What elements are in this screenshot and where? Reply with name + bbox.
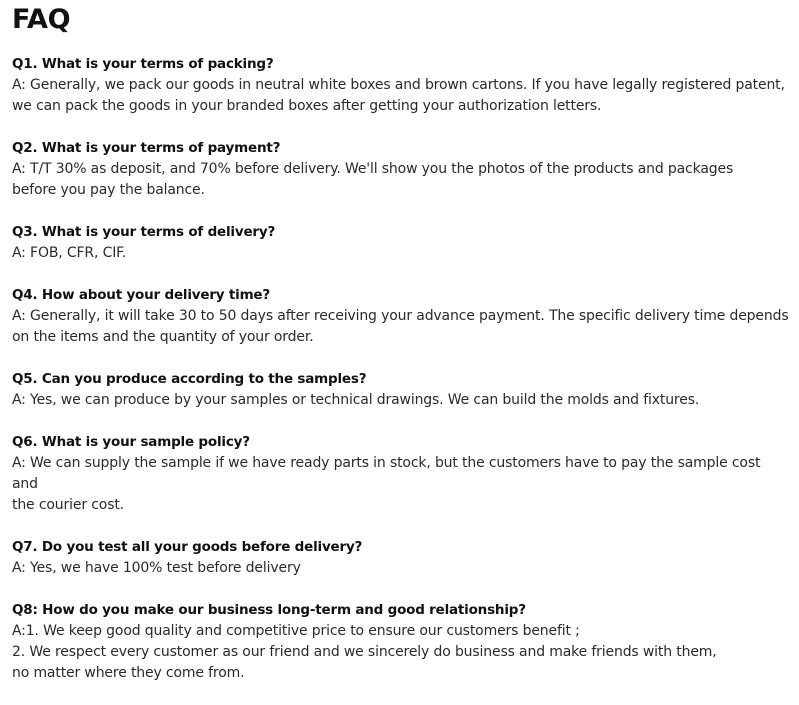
- faq-question: Q3. What is your terms of delivery?: [12, 224, 276, 240]
- faq-item-q2: [12, 138, 782, 201]
- faq-item-q3: [12, 222, 782, 264]
- faq-answer-line: no matter where they come from.: [12, 665, 245, 681]
- page-title: FAQ: [12, 4, 71, 35]
- faq-answer-line: 2. We respect every customer as our friend and we sincerely do business and make friends with them,: [12, 644, 717, 660]
- faq-question: Q2. What is your terms of payment?: [12, 140, 281, 156]
- faq-answer-line: A: FOB, CFR, CIF.: [12, 245, 127, 261]
- faq-answer-line: A: We can supply the sample if we have ready parts in stock, but the customers have to pay the sample cost: [12, 455, 761, 471]
- faq-answer-line: A: Yes, we can produce by your samples or technical drawings. We can build the molds and fixtures.: [12, 392, 700, 408]
- faq-answer-line: before you pay the balance.: [12, 182, 205, 198]
- faq-answer-line: A: T/T 30% as deposit, and 70% before delivery. We'll show you the photos of the products and packages: [12, 161, 734, 177]
- faq-answer-line: A: Generally, it will take 30 to 50 days after receiving your advance payment. The specific delivery time depends: [12, 308, 789, 324]
- faq-item-q7: [12, 537, 782, 579]
- faq-question: Q5. Can you produce according to the samples?: [12, 371, 367, 387]
- faq-list: [12, 54, 789, 684]
- faq-answer-line: A: Yes, we have 100% test before delivery: [12, 560, 301, 576]
- faq-answer-line: the courier cost.: [12, 497, 124, 513]
- faq-answer-line: A:1. We keep good quality and competitive price to ensure our customers benefit ;: [12, 623, 580, 639]
- faq-item-q5: [12, 369, 782, 411]
- faq-item-q6: [12, 432, 782, 516]
- faq-question: Q7. Do you test all your goods before delivery?: [12, 539, 363, 555]
- faq-page: [12, 0, 789, 705]
- faq-item-q4: [12, 285, 789, 348]
- faq-question: Q4. How about your delivery time?: [12, 287, 271, 303]
- faq-answer-line: and: [12, 476, 38, 492]
- faq-answer-line: we can pack the goods in your branded boxes after getting your authorization letters.: [12, 98, 602, 114]
- faq-item-q8: [12, 600, 782, 684]
- faq-question: Q8: How do you make our business long-term and good relationship?: [12, 602, 526, 618]
- faq-question: Q1. What is your terms of packing?: [12, 56, 274, 72]
- faq-item-q1: [12, 54, 785, 117]
- faq-answer-line: A: Generally, we pack our goods in neutral white boxes and brown cartons. If you have legally registered patent,: [12, 77, 785, 93]
- faq-answer-line: on the items and the quantity of your order.: [12, 329, 314, 345]
- faq-question: Q6. What is your sample policy?: [12, 434, 250, 450]
